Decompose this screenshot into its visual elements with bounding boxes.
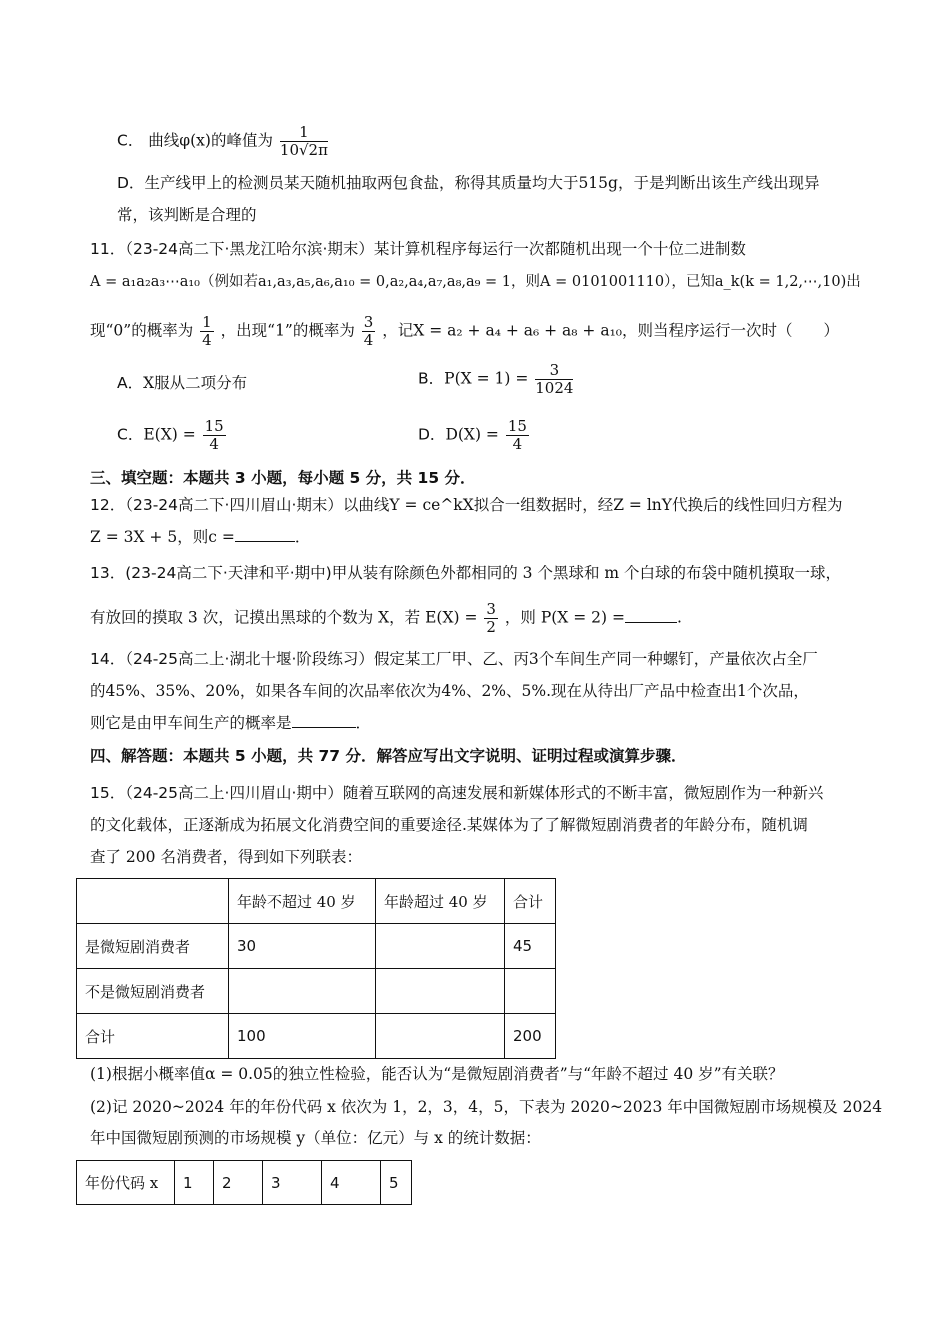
q13-line1 (90, 562, 841, 584)
q11-optd-text: D(X) = (445, 425, 499, 444)
table-cell: 合计 (77, 1014, 229, 1059)
q11-optd-fraction (506, 418, 529, 453)
q13-e-den: 2 (486, 618, 496, 636)
q11-optd-label: D． (418, 425, 446, 444)
q11-optb-num: 3 (535, 362, 573, 380)
table-cell: 4 (322, 1161, 381, 1205)
q13-text1: 甲从装有除颜色外都相同的 3 个黑球和 m 个白球的布袋中随机摸取一球， (331, 564, 842, 582)
q11-source: （23-24高二下·黑龙江哈尔滨·期末） (125, 240, 374, 258)
table-header-cell: 年龄不超过 40 岁 (229, 879, 376, 924)
q11-optc-num: 15 (204, 417, 224, 435)
table-cell (376, 1014, 505, 1059)
section4-title: 四、解答题：本题共 5 小题，共 77 分．解答应写出文字说明、证明过程或演算步骤． (90, 747, 687, 765)
table-cell (505, 969, 556, 1014)
q11-text3a: 现“0”的概率为 (90, 321, 194, 340)
table-cell: 5 (381, 1161, 412, 1205)
q12-source: （23-24高二下·四川眉山·期末） (125, 496, 343, 514)
table-cell: 是微短剧消费者 (77, 924, 229, 969)
table-header-cell: 年龄超过 40 岁 (376, 879, 505, 924)
q15-part1: (1)根据小概率值α = 0.05的独立性检验，能否认为“是微短剧消费者”与“年龄不超过 40 岁”有关联？ (90, 1065, 784, 1083)
q11-option-b (418, 362, 575, 397)
q12-number: 12． (90, 496, 126, 514)
q13-line2 (90, 601, 682, 636)
q13-end: . (677, 608, 682, 627)
q11-optd-num: 15 (507, 417, 527, 435)
q14-end: ． (355, 714, 372, 732)
q11-optd-den: 4 (512, 435, 523, 453)
q15-part2-line1: (2)记 2020~2024 年的年份代码 x 依次为 1，2，3，4，5，下表为 2020~2023 年中国微短剧市场规模及 2024 (90, 1098, 883, 1116)
q11-option-d (418, 418, 531, 453)
table-cell (376, 924, 505, 969)
table-header-cell: 合计 (505, 879, 556, 924)
q11-p0-num: 1 (202, 313, 212, 331)
q11-number: 11． (90, 240, 126, 258)
q14-text1: 假定某工厂甲、乙、丙3个车间生产同一种螺钉，产量依次占全厂 (373, 650, 818, 668)
q13-text2a: 有放回的摸取 3 次，记摸出黑球的个数为 X，若 E(X) = (90, 608, 478, 627)
q10-optd-label: D． (117, 174, 145, 192)
q12-line2 (90, 526, 310, 548)
q11-line1 (90, 238, 746, 260)
q11-option-a (117, 372, 247, 394)
table-cell: 200 (505, 1014, 556, 1059)
q11-optb-fraction (535, 362, 573, 397)
q14-number: 14． (90, 650, 126, 668)
table-cell: 不是微短剧消费者 (77, 969, 229, 1014)
table-cell: 45 (505, 924, 556, 969)
q13-number: 13． (90, 564, 126, 582)
q10-optc-label: C． (117, 131, 144, 150)
table-cell: 30 (229, 924, 376, 969)
q15-line3: 查了 200 名消费者，得到如下列联表： (90, 848, 362, 866)
q12-text2: Z = 3X + 5，则c = (90, 528, 235, 546)
q12-line1 (90, 494, 843, 516)
q12-end: ． (294, 528, 311, 546)
q12-text1: 以曲线Y = ce^kX拟合一组数据时，经Z = lnY代换后的线性回归方程为 (342, 496, 843, 514)
q15-part2-line2: 年中国微短剧预测的市场规模 y（单位：亿元）与 x 的统计数据： (90, 1129, 541, 1147)
q14-line2: 的45%、35%、20%，如果各车间的次品率依次为4%、2%、5%.现在从待出厂产品中检查出1个次品， (90, 682, 809, 700)
q13-e-fraction (484, 601, 498, 636)
q11-line3 (90, 314, 839, 349)
section3-title: 三、填空题：本题共 3 小题，每小题 5 分，共 15 分． (90, 469, 476, 487)
table-row (77, 924, 556, 969)
q11-line2: A = a₁a₂a₃⋯a₁₀（例如若a₁,a₃,a₅,a₆,a₁₀ = 0,a₂,a₄,a₇,a₈,a₉ = 1，则A = 0101001110），已知a_k(k = 1,2,⋯,10)出 (90, 274, 861, 290)
q11-optb-den: 1024 (535, 379, 574, 397)
q14-line3 (90, 712, 371, 734)
year-code-table (76, 1160, 412, 1205)
q10-optd-line1: 生产线甲上的检测员某天随机抽取两包食盐，称得其质量均大于515g，于是判断出该生产线出现异 (144, 174, 820, 192)
table-header-cell: 年份代码 x (77, 1161, 175, 1205)
q10-option-d-line1 (117, 172, 819, 194)
q13-e-num: 3 (486, 600, 496, 618)
q11-optc-label: C． (117, 425, 144, 444)
q11-p0-fraction (200, 314, 214, 349)
table-row (77, 1161, 412, 1205)
contingency-table (76, 878, 556, 1059)
q10-option-d-line2: 常，该判断是合理的 (117, 206, 257, 224)
q11-optc-text: E(X) = (143, 425, 196, 444)
table-header-cell (77, 879, 229, 924)
q11-option-c (117, 418, 228, 453)
table-cell (376, 969, 505, 1014)
q13-source: (23-24高二下·天津和平·期中) (125, 564, 332, 582)
q15-source: （24-25高二上·四川眉山·期中） (125, 784, 343, 802)
q12-answer-blank[interactable] (235, 527, 295, 542)
table-header-row (77, 879, 556, 924)
table-cell (229, 969, 376, 1014)
q15-number: 15． (90, 784, 126, 802)
q15-text1: 随着互联网的高速发展和新媒体形式的不断丰富，微短剧作为一种新兴 (342, 784, 824, 802)
q10-optc-den: 10√2π (279, 141, 328, 159)
q14-source: （24-25高二上·湖北十堰·阶段练习） (125, 650, 374, 668)
table-row (77, 969, 556, 1014)
q11-opta-label: A． (117, 374, 144, 392)
q13-text2b: ，则 P(X = 2) = (504, 608, 625, 627)
table-row (77, 1014, 556, 1059)
table-cell: 2 (214, 1161, 263, 1205)
q11-p1-num: 3 (363, 313, 374, 331)
q11-opta-text: X服从二项分布 (143, 374, 248, 392)
q15-line2: 的文化载体，正逐渐成为拓展文化消费空间的重要途径.某媒体为了了解微短剧消费者的年龄分布，随机调 (90, 816, 808, 834)
q15-line1 (90, 782, 823, 804)
q11-optb-label: B． (418, 369, 445, 388)
q11-p0-den: 4 (202, 331, 212, 349)
q11-text3b: ，出现“1”的概率为 (220, 321, 355, 340)
q11-text1: 某计算机程序每运行一次都随机出现一个十位二进制数 (373, 240, 746, 258)
q10-optc-text: 曲线φ(x)的峰值为 (148, 131, 273, 150)
q13-answer-blank[interactable] (625, 608, 677, 623)
q14-answer-blank[interactable] (292, 713, 356, 728)
q11-p1-den: 4 (363, 331, 374, 349)
q10-optc-num: 1 (280, 124, 328, 142)
q11-text3c: ，记X = a₂ + a₄ + a₆ + a₈ + a₁₀，则当程序运行一次时（ ） (382, 321, 840, 340)
q11-p1-fraction (362, 314, 376, 349)
q10-option-c (117, 124, 330, 159)
q11-optc-fraction (203, 418, 226, 453)
q11-optb-text: P(X = 1) = (444, 369, 529, 388)
q14-line1 (90, 648, 818, 670)
table-cell: 100 (229, 1014, 376, 1059)
q11-optc-den: 4 (209, 435, 219, 453)
q14-text3: 则它是由甲车间生产的概率是 (90, 714, 292, 732)
table-cell: 3 (263, 1161, 322, 1205)
q10-optc-fraction (280, 124, 328, 159)
table-cell: 1 (175, 1161, 214, 1205)
